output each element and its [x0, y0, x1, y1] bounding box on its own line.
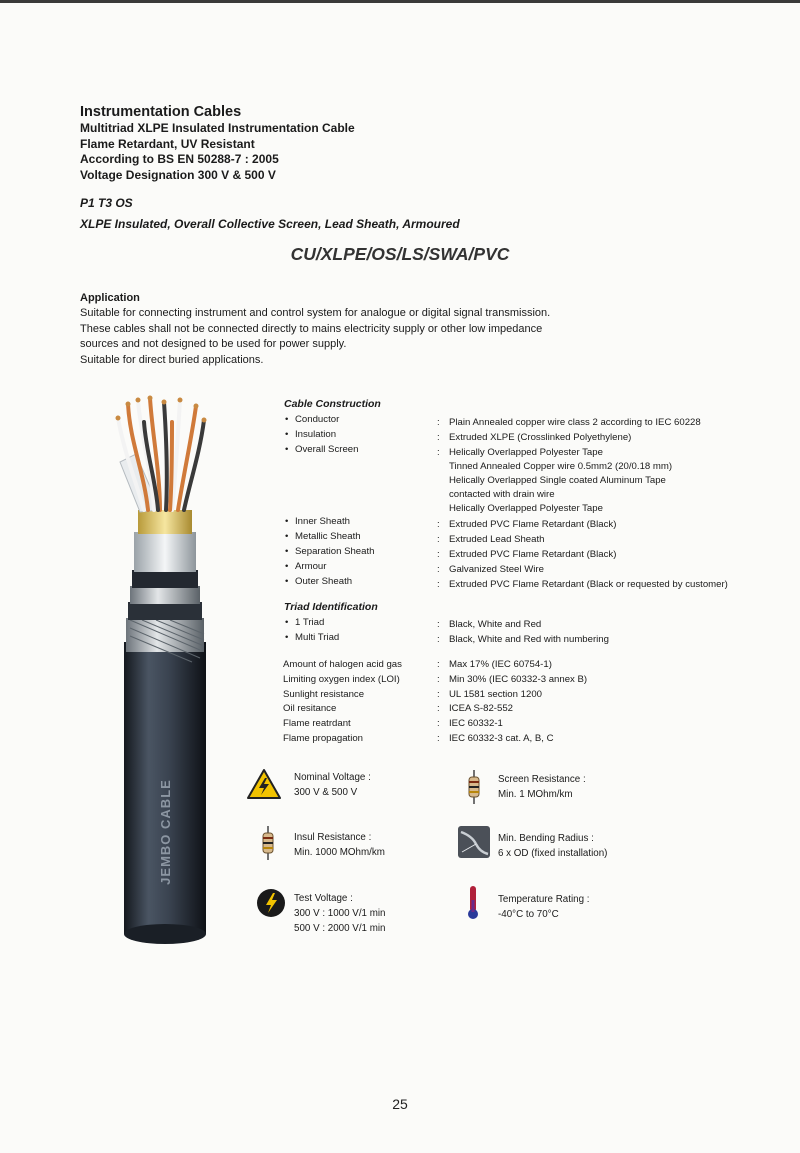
construction-value: Extruded Lead Sheath: [449, 534, 545, 545]
construction-item: • Inner Sheath: [285, 516, 350, 527]
test-voltage-value: 500 V : 2000 V/1 min: [294, 923, 386, 934]
property-label: Flame reatrdant: [283, 718, 351, 729]
triad-conductors: [118, 398, 204, 510]
application-line: Suitable for direct buried applications.: [80, 353, 264, 366]
lightning-bolt-icon: [256, 888, 286, 918]
test-voltage-label: Test Voltage :: [294, 893, 353, 904]
thermometer-icon: [466, 886, 480, 920]
high-voltage-warning-icon: [246, 768, 282, 800]
construction-value: Galvanized Steel Wire: [449, 564, 544, 575]
construction-item: • Separation Sheath: [285, 546, 375, 557]
application-line: sources and not designed to be used for power supply.: [80, 338, 347, 350]
bending-radius-label: Min. Bending Radius :: [498, 833, 594, 844]
page-top-edge: [0, 0, 800, 3]
triad-value: Black, White and Red with numbering: [449, 634, 609, 645]
property-label: Amount of halogen acid gas: [283, 659, 402, 670]
property-label: Oil resitance: [283, 703, 337, 714]
property-value: UL 1581 section 1200: [449, 689, 542, 700]
resistor-icon: [467, 770, 481, 804]
inner-sheath: [132, 570, 198, 588]
temperature-value: -40°C to 70°C: [498, 909, 559, 920]
document-title: Instrumentation Cables: [80, 104, 242, 120]
application-line: Suitable for connecting instrument and control system for analogue or digital signal transmission.: [80, 307, 551, 319]
triad-item: • 1 Triad: [285, 617, 325, 628]
resistor-icon: [261, 826, 275, 860]
construction-value: Extruded PVC Flame Retardant (Black): [449, 519, 617, 530]
bending-radius-value: 6 x OD (fixed installation): [498, 848, 608, 859]
construction-item: • Overall Screen: [285, 444, 359, 455]
construction-value: Helically Overlapped Single coated Aluminum Tape: [449, 475, 666, 486]
construction-item: • Outer Sheath: [285, 576, 353, 587]
temperature-label: Temperature Rating :: [498, 894, 590, 905]
application-heading: Application: [80, 292, 140, 304]
cable-code-block: [80, 193, 460, 235]
bending-radius-icon: [458, 826, 490, 858]
application-line: These cables shall not be connected directly to mains electricity supply or other low impedance: [80, 322, 543, 335]
construction-item: • Conductor: [285, 414, 340, 425]
construction-item: • Insulation: [285, 429, 337, 440]
aluminium-tape: [134, 532, 196, 572]
insul-resistance-value: Min. 1000 MOhm/km: [294, 847, 385, 858]
construction-value: contacted with drain wire: [449, 489, 555, 500]
construction-value: Plain Annealed copper wire class 2 according to IEC 60228: [449, 417, 701, 428]
property-label: Limiting oxygen index (LOI): [283, 674, 400, 685]
property-label: Flame propagation: [283, 733, 363, 744]
property-value: Min 30% (IEC 60332-3 annex B): [449, 674, 588, 685]
property-value: IEC 60332-1: [449, 718, 503, 729]
nominal-voltage-value: 300 V & 500 V: [294, 787, 358, 798]
nominal-voltage-label: Nominal Voltage :: [294, 772, 371, 783]
construction-value: Extruded PVC Flame Retardant (Black): [449, 549, 617, 560]
lead-sheath: [130, 586, 200, 604]
construction-item: • Armour: [285, 561, 327, 572]
drain-layer: [138, 510, 192, 534]
property-value: Max 17% (IEC 60754-1): [449, 659, 552, 670]
document-header: [80, 104, 355, 183]
screen-resistance-label: Screen Resistance :: [498, 774, 586, 785]
property-value: ICEA S-82-552: [449, 703, 513, 714]
test-voltage-value: 300 V : 1000 V/1 min: [294, 908, 386, 919]
cable-code: P1 T3 OS: [80, 196, 133, 210]
construction-value: Extruded XLPE (Crosslinked Polyethylene): [449, 432, 632, 443]
cable-print: JEMBO CABLE: [158, 779, 173, 885]
page-number: 25: [392, 1096, 408, 1112]
construction-item: • Metallic Sheath: [285, 531, 361, 542]
header-line: Voltage Designation 300 V & 500 V: [80, 167, 276, 182]
outer-sheath-end: [124, 924, 206, 944]
cable-illustration: [100, 392, 230, 944]
cable-formula: CU/XLPE/OS/LS/SWA/PVC: [290, 244, 510, 264]
header-line: Flame Retardant, UV Resistant: [80, 136, 255, 151]
construction-value: Tinned Annealed Copper wire 0.5mm2 (20/0.18 mm): [449, 461, 673, 472]
screen-resistance-value: Min. 1 MOhm/km: [498, 789, 573, 800]
separation-sheath: [128, 602, 202, 620]
cable-code-description: XLPE Insulated, Overall Collective Screen, Lead Sheath, Armoured: [80, 217, 460, 231]
triad-item: • Multi Triad: [285, 632, 340, 643]
construction-value: Extruded PVC Flame Retardant (Black or requested by customer): [449, 579, 728, 590]
property-label: Sunlight resistance: [283, 689, 365, 700]
insul-resistance-label: Insul Resistance :: [294, 832, 372, 843]
triad-heading: Triad Identification: [284, 601, 378, 613]
header-line: Multitriad XLPE Insulated Instrumentation Cable: [80, 121, 355, 135]
property-value: IEC 60332-3 cat. A, B, C: [449, 733, 554, 744]
header-line: According to BS EN 50288-7 : 2005: [80, 152, 279, 166]
construction-value: Helically Overlapped Polyester Tape: [449, 447, 603, 458]
triad-value: Black, White and Red: [449, 619, 542, 630]
construction-value: Helically Overlapped Polyester Tape: [449, 503, 603, 514]
application-section: [80, 291, 600, 368]
construction-heading: Cable Construction: [284, 398, 381, 410]
